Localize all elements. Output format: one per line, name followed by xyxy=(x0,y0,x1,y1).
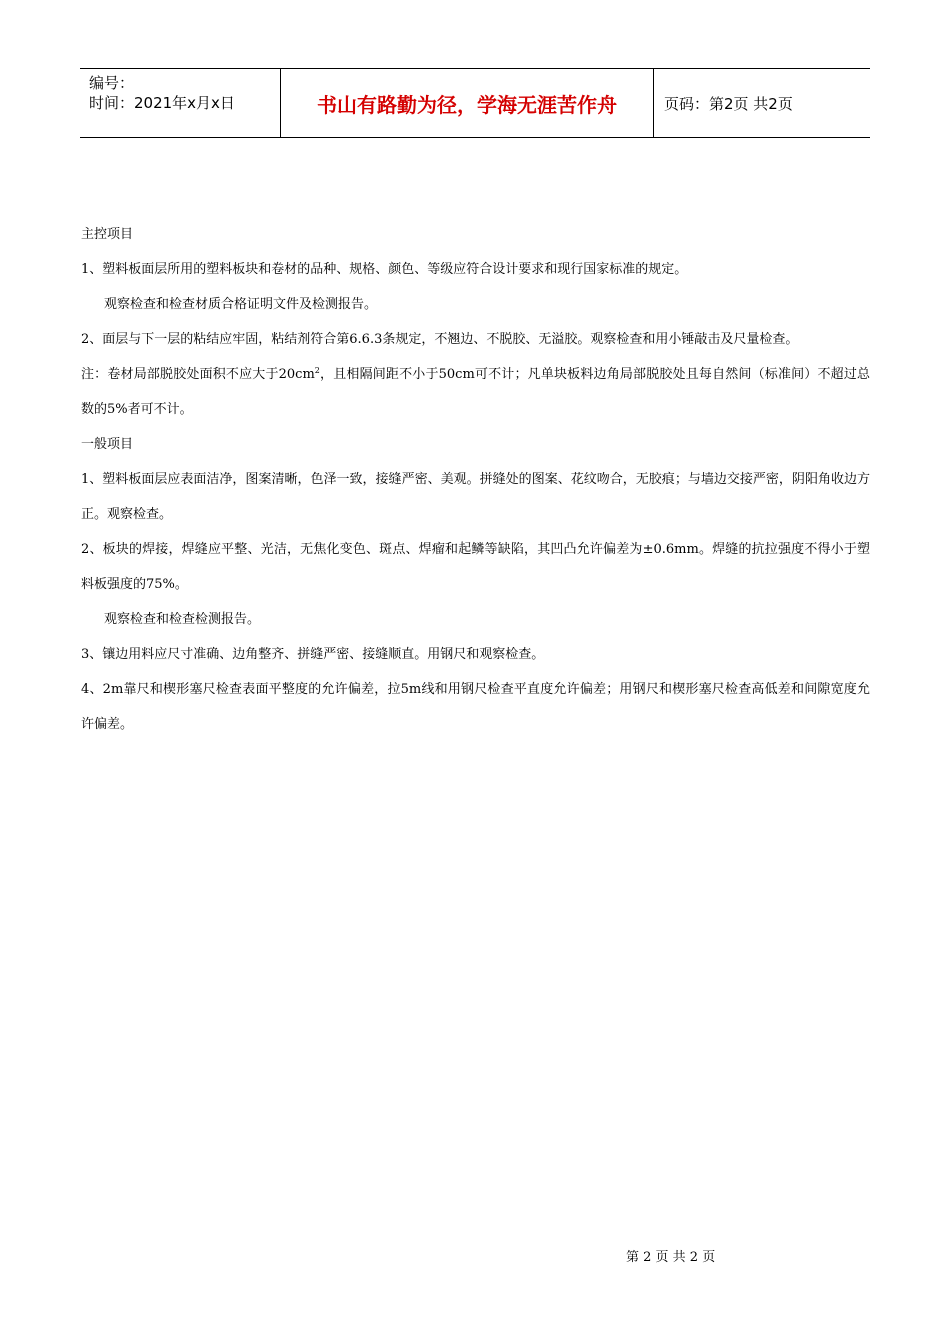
general-item-3: 3、镶边用料应尺寸准确、边角整齐、拼缝严密、接缝顺直。用钢尺和观察检查。 xyxy=(81,647,545,662)
page-header xyxy=(80,68,870,138)
document-time-label: 时间：2021年x月x日 xyxy=(89,94,235,112)
general-item-2: 2、板块的焊接，焊缝应平整、光洁，无焦化变色、斑点、焊瘤和起鳞等缺陷，其凹凸允许偏差为±0.6mm。焊缝的抗拉强度不得小于塑料板强度的75%。 xyxy=(81,542,870,592)
main-control-heading: 主控项目 xyxy=(81,227,134,242)
general-item-2-check: 观察检查和检查检测报告。 xyxy=(104,612,261,627)
general-heading: 一般项目 xyxy=(81,437,134,452)
general-item-4: 4、2m靠尺和楔形塞尺检查表面平整度的允许偏差，拉5m线和用钢尺检查平直度允许偏差；用钢尺和楔形塞尺检查高低差和间隙宽度允许偏差。 xyxy=(81,682,870,732)
footer-page-number: 第 2 页 共 2 页 xyxy=(626,1250,716,1265)
header-page-cell xyxy=(654,69,870,137)
main-item-1-check: 观察检查和检查材质合格证明文件及检测报告。 xyxy=(104,297,378,312)
header-motto-cell xyxy=(281,69,654,137)
page-footer xyxy=(626,1246,715,1265)
note-paragraph xyxy=(81,357,870,427)
header-motto: 书山有路勤为径，学海无涯苦作舟 xyxy=(317,92,617,117)
note-text-part2: ，且相隔间距不小于50cm可不计；凡单块板料边角局部脱胶处且每自然间（标准间）不超过总数的5%者可不计。 xyxy=(81,367,871,417)
note-superscript: 2 xyxy=(314,366,320,375)
document-body xyxy=(81,217,870,742)
note-text-part1: 注：卷材局部脱胶处面积不应大于20cm xyxy=(81,367,315,382)
header-page-label: 页码：第2页 共2页 xyxy=(664,94,793,113)
header-info-cell xyxy=(80,69,281,137)
main-item-2: 2、面层与下一层的粘结应牢固，粘结剂符合第6.6.3条规定，不翘边、不脱胶、无溢胶。观察检查和用小锤敲击及尺量检查。 xyxy=(81,332,799,347)
document-number-label: 编号： xyxy=(89,74,135,92)
general-item-1: 1、塑料板面层应表面洁净，图案清晰，色泽一致，接缝严密、美观。拼缝处的图案、花纹吻合，无胶痕；与墙边交接严密，阴阳角收边方正。观察检查。 xyxy=(81,472,870,522)
main-item-1: 1、塑料板面层所用的塑料板块和卷材的品种、规格、颜色、等级应符合设计要求和现行国家标准的规定。 xyxy=(81,262,688,277)
